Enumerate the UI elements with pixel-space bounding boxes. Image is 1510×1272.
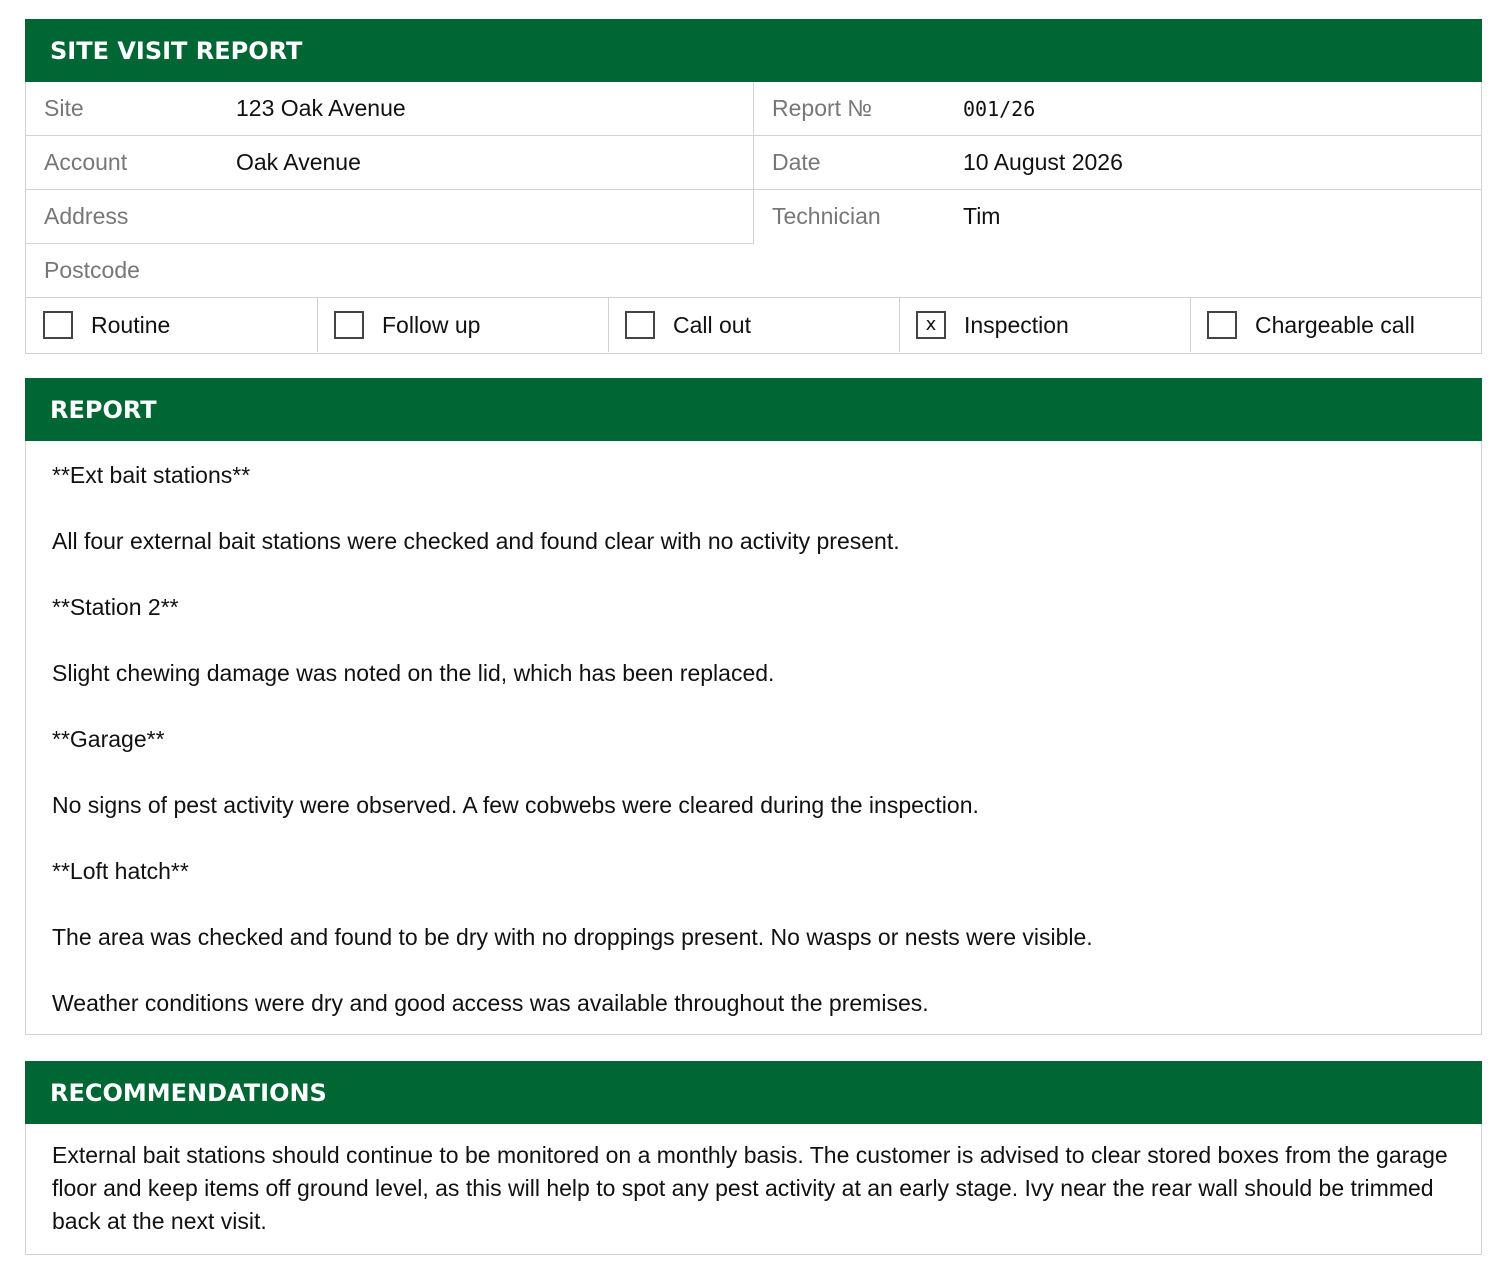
date-value: 10 August 2026 (963, 149, 1123, 175)
technician-label: Technician (772, 203, 881, 229)
chargeable-call-checkbox[interactable] (1207, 311, 1237, 339)
report-paragraph: **Loft hatch** (52, 858, 189, 884)
technician-value: Tim (963, 203, 1001, 229)
report-body (25, 441, 1482, 1035)
visit-type-chargeable-call[interactable] (1207, 298, 1415, 352)
site-visit-section (25, 19, 1482, 354)
follow-up-label: Follow up (382, 311, 481, 338)
visit-type-inspection[interactable] (916, 298, 1069, 352)
recommendations-section (25, 1061, 1482, 1255)
recommendations-body: External bait stations should continue to be monitored on a monthly basis. The customer is advised to clear stored boxes from the garage floor and keep items off ground level, as this will help to spot any pest activity at an early stage. Ivy near the rear wall should be trimmed back at the next visit. (25, 1124, 1482, 1255)
report-paragraph: No signs of pest activity were observed. A few cobwebs were cleared during the inspection. (52, 792, 979, 818)
site-details-grid (25, 82, 1482, 354)
report-paragraph: Slight chewing damage was noted on the lid, which has been replaced. (52, 660, 775, 686)
postcode-label: Postcode (44, 257, 140, 283)
site-value: 123 Oak Avenue (236, 95, 406, 121)
inspection-checkbox[interactable]: x (916, 311, 946, 339)
report-number-label: Report № (772, 95, 873, 121)
report-section (25, 378, 1482, 1035)
visit-type-call-out[interactable] (625, 298, 751, 352)
report-paragraph: **Garage** (52, 726, 165, 752)
address-label: Address (44, 203, 129, 229)
inspection-label: Inspection (964, 311, 1069, 338)
visit-type-follow-up[interactable] (334, 298, 480, 352)
report-number-value: 001/26 (963, 96, 1036, 121)
date-label: Date (772, 149, 821, 175)
chargeable-call-label: Chargeable call (1255, 311, 1415, 338)
account-value: Oak Avenue (236, 149, 361, 175)
routine-label: Routine (91, 311, 171, 338)
report-paragraph: Weather conditions were dry and good access was available throughout the premises. (52, 990, 929, 1016)
follow-up-checkbox[interactable] (334, 311, 364, 339)
routine-checkbox[interactable] (43, 311, 73, 339)
recommendations-heading: RECOMMENDATIONS (25, 1061, 1482, 1124)
report-heading: REPORT (25, 378, 1482, 441)
report-paragraph: **Ext bait stations** (52, 462, 251, 488)
visit-type-routine[interactable] (43, 298, 170, 352)
report-paragraph: All four external bait stations were checked and found clear with no activity present. (52, 528, 900, 554)
report-paragraph: **Station 2** (52, 594, 179, 620)
site-label: Site (44, 95, 84, 121)
call-out-checkbox[interactable] (625, 311, 655, 339)
account-label: Account (44, 149, 128, 175)
call-out-label: Call out (673, 311, 751, 338)
report-paragraph: The area was checked and found to be dry with no droppings present. No wasps or nests were visible. (52, 924, 1093, 950)
site-visit-heading: SITE VISIT REPORT (25, 19, 1482, 82)
